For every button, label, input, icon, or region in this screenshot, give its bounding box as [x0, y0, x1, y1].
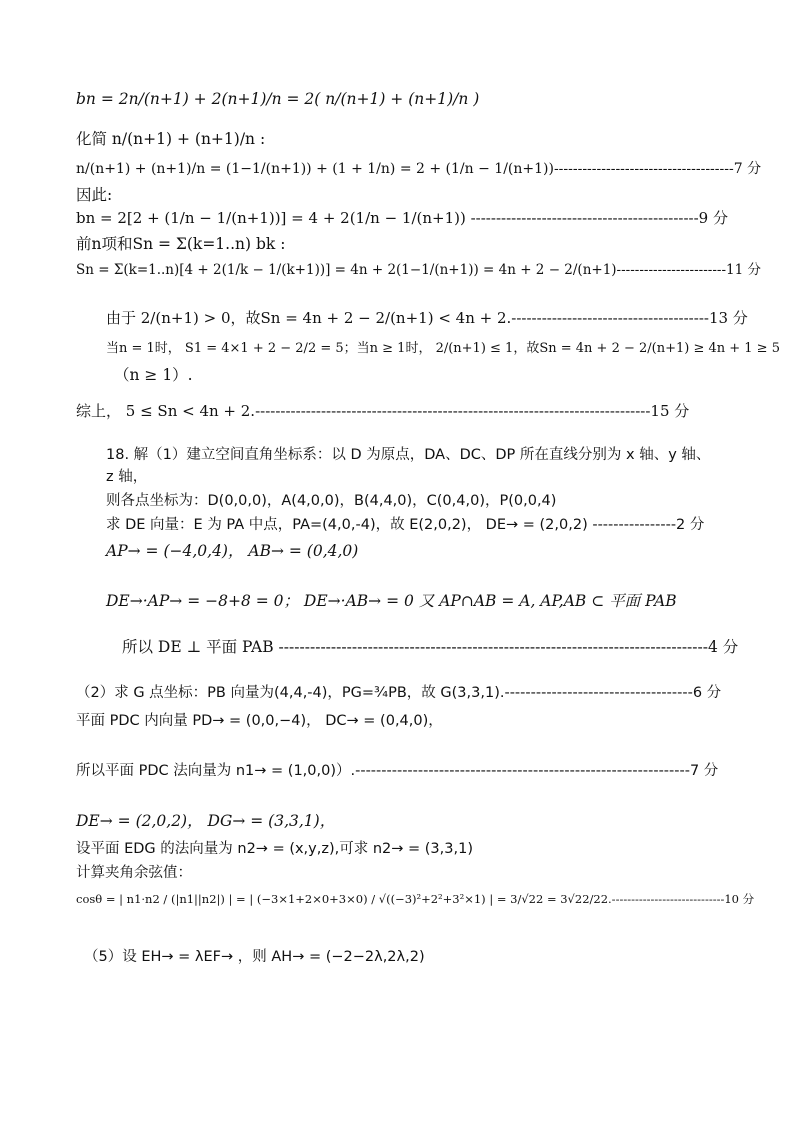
de-dg-vectors-line: DE→ = (2,0,2)， DG→ = (3,3,1)， [76, 812, 336, 830]
bn-result-9-points: bn = 2[2 + (1/n − 1/(n+1))] = 4 + 2(1/n − 1/(n+1)) ---------------------------------------------9 分 [76, 209, 728, 227]
part5-eh-ah-line: （5）设 EH→ = λEF→ ，则 AH→ = (−2−2λ,2λ,2) [84, 949, 425, 965]
cosine-10-points: cosθ = | n1·n2 / (|n1||n2|) | = | (−3×1+2×0+3×0) / √((−3)²+2²+3²×1) | = 3/√22 = 3√22/22.-----------------------------10 分 [76, 892, 755, 906]
point-coordinates-line: 则各点坐标为：D(0,0,0)，A(4,0,0)，B(4,4,0)，C(0,4,0)，P(0,0,4) [106, 493, 557, 509]
ap-ab-vectors-line: AP→ = (−4,0,4)， AB→ = (0,4,0) [106, 542, 359, 560]
simplify-result-7-points: n/(n+1) + (n+1)/n = (1−1/(n+1)) + (1 + 1/n) = 2 + (1/n − 1/(n+1))--------------------------------------7 分 [76, 161, 762, 177]
sum-result-11-points: Sn = Σ(k=1..n)[4 + 2(1/k − 1/(k+1))] = 4n + 2(1−1/(n+1)) = 4n + 2 − 2/(n+1)------------------------11 分 [76, 262, 762, 278]
bn-definition-line: bn = 2n/(n+1) + 2(n+1)/n = 2( n/(n+1) + (n+1)/n ) [76, 90, 480, 108]
edg-normal-line: 设平面 EDG 的法向量为 n2→ = (x,y,z),可求 n2→ = (3,3,1) [76, 841, 473, 857]
q18-z-axis-line: z 轴， [106, 469, 148, 485]
lower-bound-condition: （n ≥ 1）. [114, 366, 193, 384]
bound-13-points: 由于 2/(n+1) > 0，故Sn = 4n + 2 − 2/(n+1) < 4n + 2.---------------------------------------13 分 [106, 309, 748, 327]
q18-part1-heading: 18. 解（1）建立空间直角坐标系：以 D 为原点，DA、DC、DP 所在直线分别为 x 轴、y 轴、 [106, 447, 711, 463]
simplify-heading: 化简 n/(n+1) + (n+1)/n : [76, 130, 266, 148]
q18-part2-g-6-points: （2）求 G 点坐标：PB 向量为(4,4,-4)，PG=¾PB，故 G(3,3,1).------------------------------------6 分 [76, 685, 722, 701]
de-vector-2-points: 求 DE 向量：E 为 PA 中点，PA=(4,0,-4)，故 E(2,0,2)， DE→ = (2,0,2) ----------------2 分 [106, 517, 705, 533]
cosine-heading: 计算夹角余弦值： [76, 865, 192, 881]
conclusion-15-points: 综上， 5 ≤ Sn < 4n + 2.------------------------------------------------------------------------------15 分 [76, 402, 690, 420]
sum-definition-line: 前n项和Sn = Σ(k=1..n) bk : [76, 235, 286, 253]
dot-product-line: DE→·AP→ = −8+8 = 0； DE→·AB→ = 0 又 AP∩AB = A, AP,AB ⊂ 平面 PAB [106, 592, 677, 610]
pdc-normal-7-points: 所以平面 PDC 法向量为 n1→ = (1,0,0)）.----------------------------------------------------------------7 分 [76, 763, 719, 779]
pdc-vectors-line: 平面 PDC 内向量 PD→ = (0,0,−4)， DC→ = (0,4,0)， [76, 713, 443, 729]
lower-bound-line: 当n = 1时， S1 = 4×1 + 2 − 2/2 = 5；当n ≥ 1时， 2/(n+1) ≤ 1，故Sn = 4n + 2 − 2/(n+1) ≥ 4n + 1 ≥ 5 [106, 341, 780, 356]
therefore-label: 因此: [76, 186, 113, 204]
perpendicular-4-points: 所以 DE ⊥ 平面 PAB ----------------------------------------------------------------------------------4 分 [122, 638, 739, 656]
